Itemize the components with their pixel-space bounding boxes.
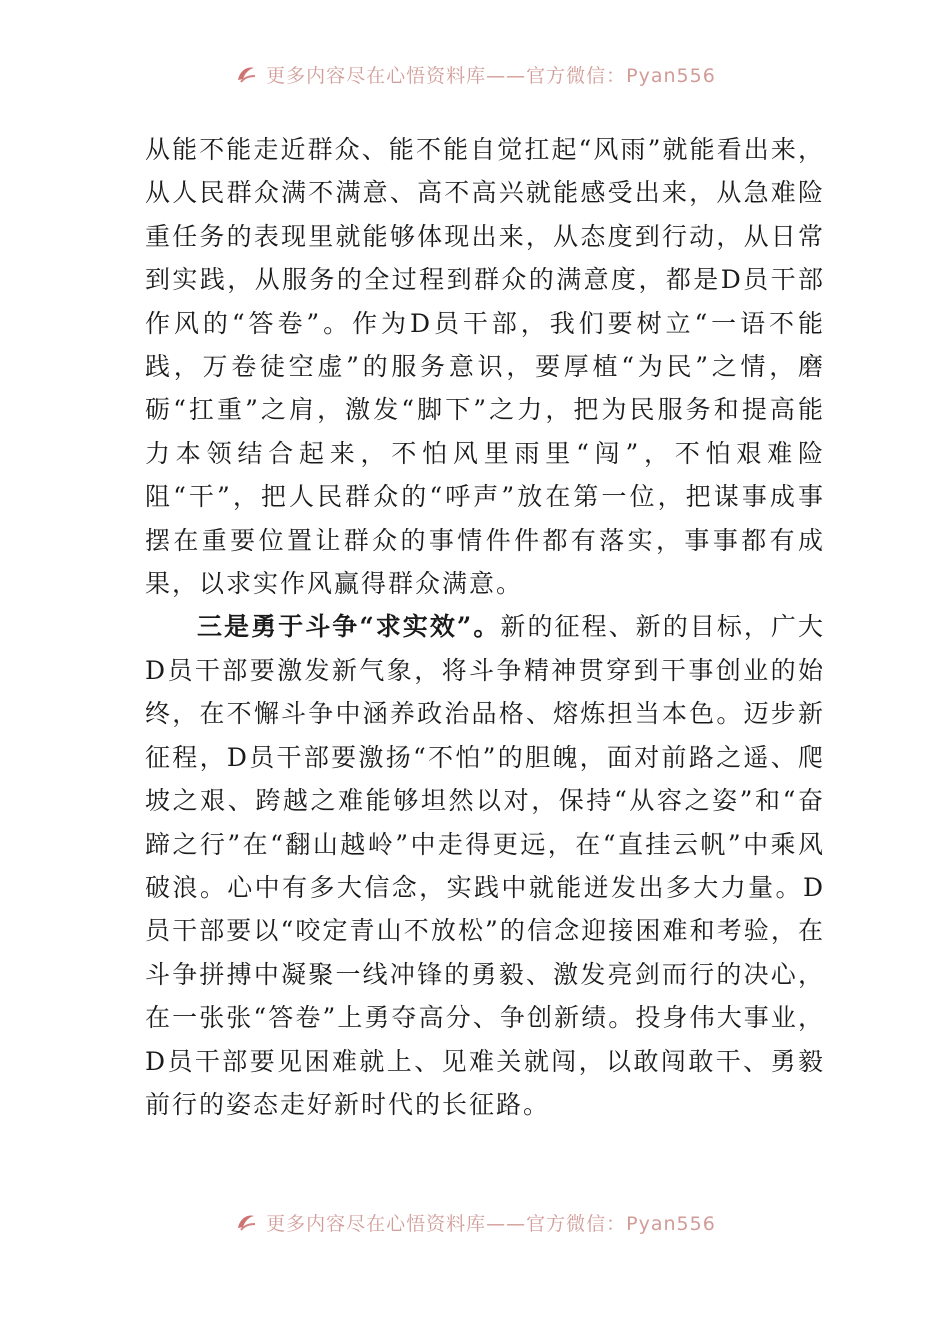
brand-logo-icon (234, 62, 258, 86)
document-body (145, 128, 825, 1126)
watermark-text: 更多内容尽在心悟资料库——官方微信：Pyan556 (266, 64, 716, 87)
paragraph-2-heading: 三是勇于斗争“求实效”。 (197, 612, 501, 642)
paragraph-2 (145, 605, 825, 1126)
brand-logo-icon (234, 1210, 258, 1234)
paragraph-1-text: 从能不能走近群众、能不能自觉扛起“风雨”就能看出来，从人民群众满不满意、高不高兴就能感受出来，从急难险重任务的表现里就能够体现出来，从态度到行动，从日常到实践，从服务的全过程到群众的满意度，都是D员干部作风的“答卷”。作为D员干部，我们要树立“一语不能践，万卷徒空虚”的服务意识，要厚植“为民”之情，磨砺“扛重”之肩，激发“脚下”之力，把为民服务和提高能力本领结合起来，不怕风里雨里“闯”，不怕艰难险阻“干”，把人民群众的“呼声”放在第一位，把谋事成事摆在重要位置让群众的事情件件都有落实，事事都有成果，以求实作风赢得群众满意。 (145, 135, 825, 599)
watermark-text: 更多内容尽在心悟资料库——官方微信：Pyan556 (266, 1212, 716, 1235)
paragraph-1 (145, 128, 825, 605)
footer-watermark (0, 1202, 950, 1242)
header-watermark (0, 54, 950, 94)
paragraph-2-text: 新的征程、新的目标，广大D员干部要激发新气象，将斗争精神贯穿到干事创业的始终，在不懈斗争中涵养政治品格、熔炼担当本色。迈步新征程，D员干部要激扬“不怕”的胆魄，面对前路之遥、爬坡之艰、跨越之难能够坦然以对，保持“从容之姿”和“奋蹄之行”在“翻山越岭”中走得更远，在“直挂云帆”中乘风破浪。心中有多大信念，实践中就能迸发出多大力量。D员干部要以“咬定青山不放松”的信念迎接困难和考验，在斗争拼搏中凝聚一线冲锋的勇毅、激发亮剑而行的决心，在一张张“答卷”上勇夺高分、争创新绩。投身伟大事业，D员干部要见困难就上、见难关就闯，以敢闯敢干、勇毅前行的姿态走好新时代的长征路。 (145, 612, 825, 1119)
